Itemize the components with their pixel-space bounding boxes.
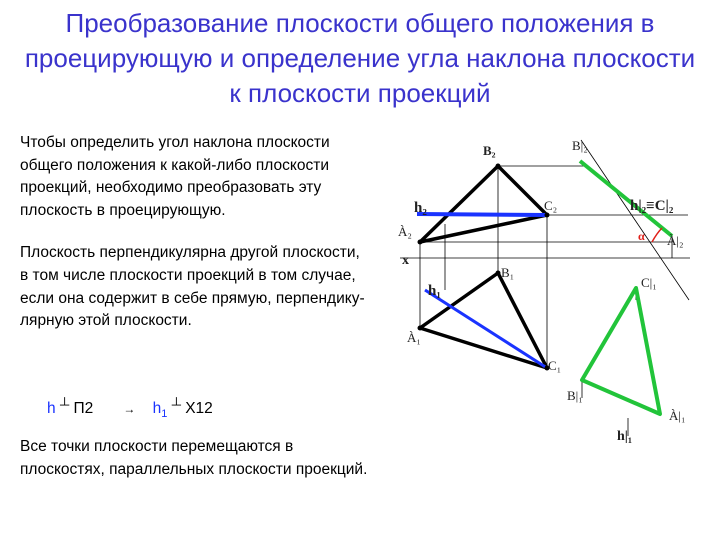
angle-alpha-arc bbox=[652, 228, 662, 242]
label-h2: h₂ bbox=[414, 200, 427, 216]
formula-x12: X12 bbox=[185, 400, 213, 417]
label-a1-prime: À|₁ bbox=[669, 408, 686, 423]
paragraph-2: Плоскость перпендикулярна другой плоскости, в том числе плоскости проекций в том случае, если она содержит в себе прямую, перпендику-лярную этой плоскости. bbox=[20, 244, 365, 330]
point-a2 bbox=[418, 240, 423, 245]
label-c1-prime: C|₁ bbox=[641, 275, 657, 290]
label-b1-prime: B|₁ bbox=[567, 388, 583, 403]
formula-h1: $h_1$ bbox=[152, 400, 168, 421]
paragraph-3: Все точки плоскости перемещаются в плоскостях, параллельных плоскости проекций. bbox=[20, 438, 368, 478]
label-h2-prime-c2-prime: h|₂≡C|₂ bbox=[630, 198, 674, 214]
formula-pi2: П2 bbox=[73, 400, 94, 417]
horizontal-line-h2 bbox=[417, 214, 547, 215]
label-b2-prime: B|₂ bbox=[572, 138, 588, 153]
point-b1 bbox=[496, 271, 501, 276]
label-a2: À₂ bbox=[398, 224, 412, 239]
label-c2: C₂ bbox=[544, 198, 558, 213]
paragraph-1: Чтобы определить угол наклона плоскости общего положения к какой-либо плоскости проекций, необходимо преобразовать эту плоскость в проецирующую. bbox=[20, 134, 330, 219]
formula-perp-1: ┴ bbox=[59, 397, 70, 412]
label-b2: B₂ bbox=[483, 143, 496, 158]
label-alpha: α bbox=[638, 229, 645, 243]
formula-arrow: → bbox=[123, 402, 136, 416]
point-b2 bbox=[496, 164, 501, 169]
triangle-front-projection bbox=[420, 166, 547, 242]
label-h1: h₁ bbox=[428, 283, 441, 299]
formula-h: h bbox=[47, 400, 56, 417]
page-title: Преобразование плоскости общего положения в проецирующую и определение угла наклона плоскости к плоскости проекций bbox=[24, 8, 696, 108]
label-h1-prime: h|₁ bbox=[617, 429, 633, 444]
triangle-transformed bbox=[582, 288, 660, 414]
points bbox=[418, 164, 550, 371]
label-a1: À₁ bbox=[407, 330, 421, 345]
new-axis-line bbox=[581, 140, 689, 300]
label-a2-prime: À|₂ bbox=[667, 233, 684, 248]
point-c2 bbox=[545, 213, 550, 218]
formula-perp-2: ┴ bbox=[171, 397, 181, 412]
label-x-axis: x bbox=[402, 253, 409, 268]
label-c1: C₁ bbox=[548, 358, 562, 373]
label-b1: B₁ bbox=[501, 265, 515, 280]
